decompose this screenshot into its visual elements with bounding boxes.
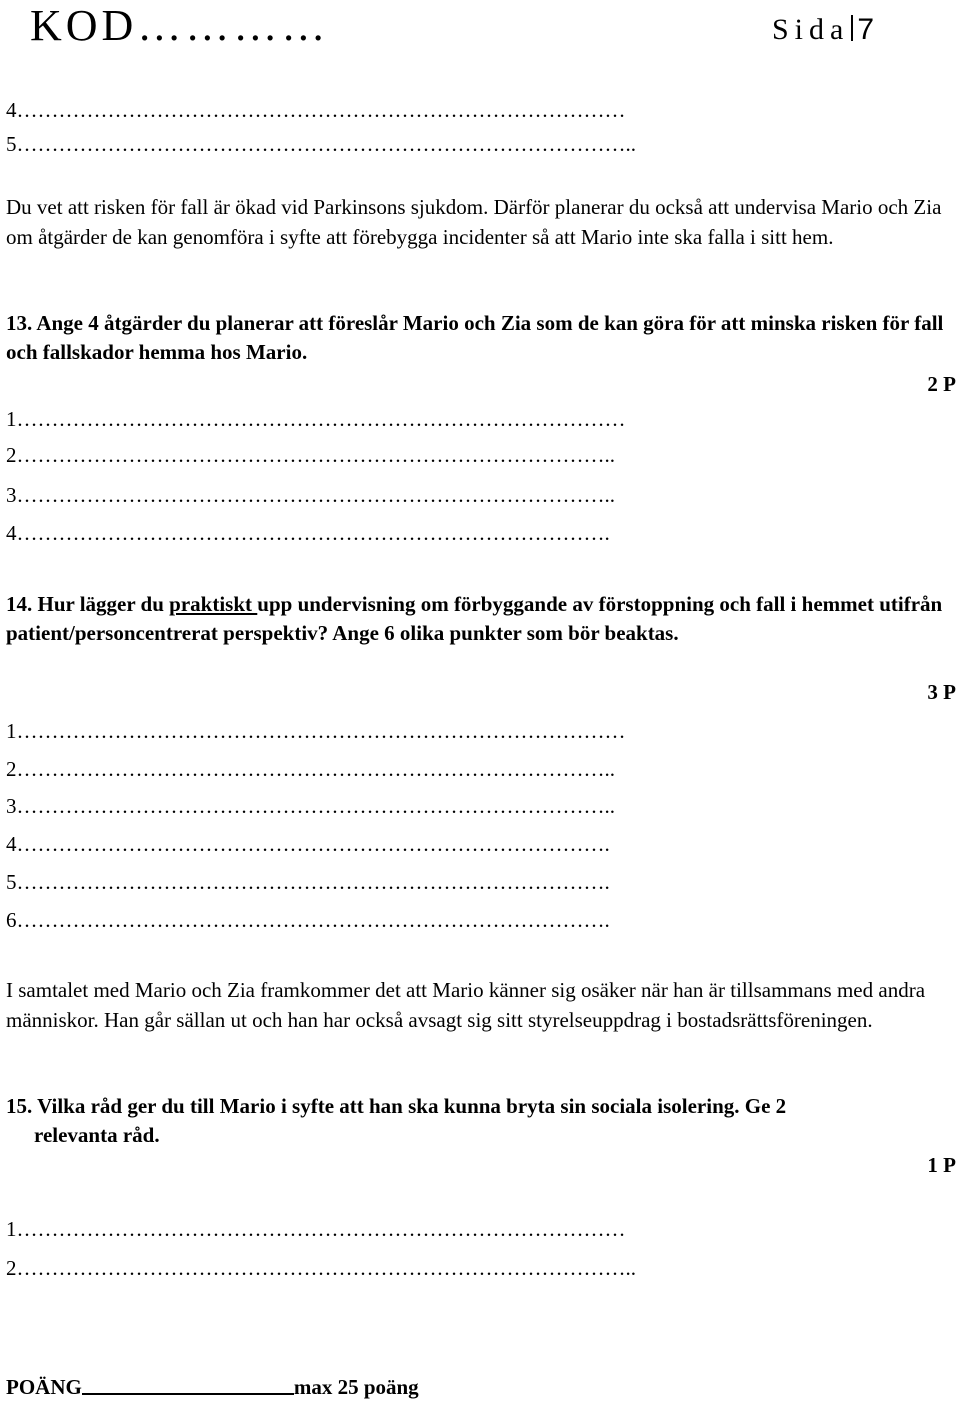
intro-paragraph-falls: Du vet att risken för fall är ökad vid Parkinsons sjukdom. Därför planerar du också att undervisa Mario och Zia om åtgärder de kan genomföra i syfte att förebygga incidenter så att Mario inte ska falla i sitt hem.: [6, 195, 942, 249]
q15-answer-line-2: 2……………………………………………………………………………..: [6, 1256, 636, 1280]
page-indicator: [772, 10, 874, 50]
score-footer: [6, 1372, 419, 1402]
question-14-text-b: upp undervisning om förbyggande av förstoppning och fall i hemmet utifrån patient/personcentrerat perspektiv? Ange 6 olika punkter som bör beaktas.: [6, 592, 943, 645]
question-15-line-1: 15. Vilka råd ger du till Mario i syfte att han ska kunna bryta sin sociala isolering. Ge 2: [6, 1094, 787, 1118]
answer-line-5: 5……………………………………………………………………………..: [6, 132, 636, 156]
score-max: max 25 poäng: [293, 1375, 419, 1399]
q14-answer-line-3: 3…………………………………………………………………………..: [6, 794, 615, 818]
q14-answer-line-6: 6………………………………………………………………………….: [6, 908, 610, 932]
q13-answer-line-3: 3…………………………………………………………………………..: [6, 483, 615, 507]
question-14: [6, 590, 958, 648]
question-15-points: 1 P: [927, 1153, 956, 1177]
question-14-underlined: praktiskt: [169, 592, 258, 616]
score-label: POÄNG: [6, 1375, 82, 1399]
page-divider: [851, 15, 853, 41]
q14-answer-line-2: 2…………………………………………………………………………..: [6, 757, 615, 781]
question-14-points: 3 P: [927, 680, 956, 704]
intro-paragraph-isolation: I samtalet med Mario och Zia framkommer det att Mario känner sig osäker när han är tillsammans med andra människor. Han går sällan ut och han har också avsagt sig sitt styrelseuppdrag i bostadsrättsföreningen.: [6, 978, 926, 1032]
page-label: Sida: [772, 13, 850, 46]
question-14-text-a: 14. Hur lägger du: [6, 592, 170, 616]
score-blank-field[interactable]: [82, 1375, 294, 1395]
page-number: 7: [857, 13, 875, 46]
q14-answer-line-4: 4………………………………………………………………………….: [6, 832, 610, 856]
question-13: 13. Ange 4 åtgärder du planerar att föreslår Mario och Zia som de kan göra för att minska risken för fall och fallskador hemma hos Mario.: [6, 311, 944, 364]
q13-answer-line-4: 4………………………………………………………………………….: [6, 521, 610, 545]
question-15-line-2: relevanta råd.: [34, 1123, 160, 1147]
q14-answer-line-1: 1……………………………………………………………………………: [6, 719, 626, 743]
question-15: [6, 1092, 958, 1150]
q13-answer-line-1: 1……………………………………………………………………………: [6, 407, 626, 431]
question-13-points: 2 P: [927, 372, 956, 396]
q14-answer-line-5: 5………………………………………………………………………….: [6, 870, 610, 894]
answer-line-4: 4……………………………………………………………………………: [6, 98, 626, 122]
q15-answer-line-1: 1……………………………………………………………………………: [6, 1217, 626, 1241]
q13-answer-line-2: 2…………………………………………………………………………..: [6, 443, 615, 467]
kod-field: KOD…………: [30, 1, 330, 50]
